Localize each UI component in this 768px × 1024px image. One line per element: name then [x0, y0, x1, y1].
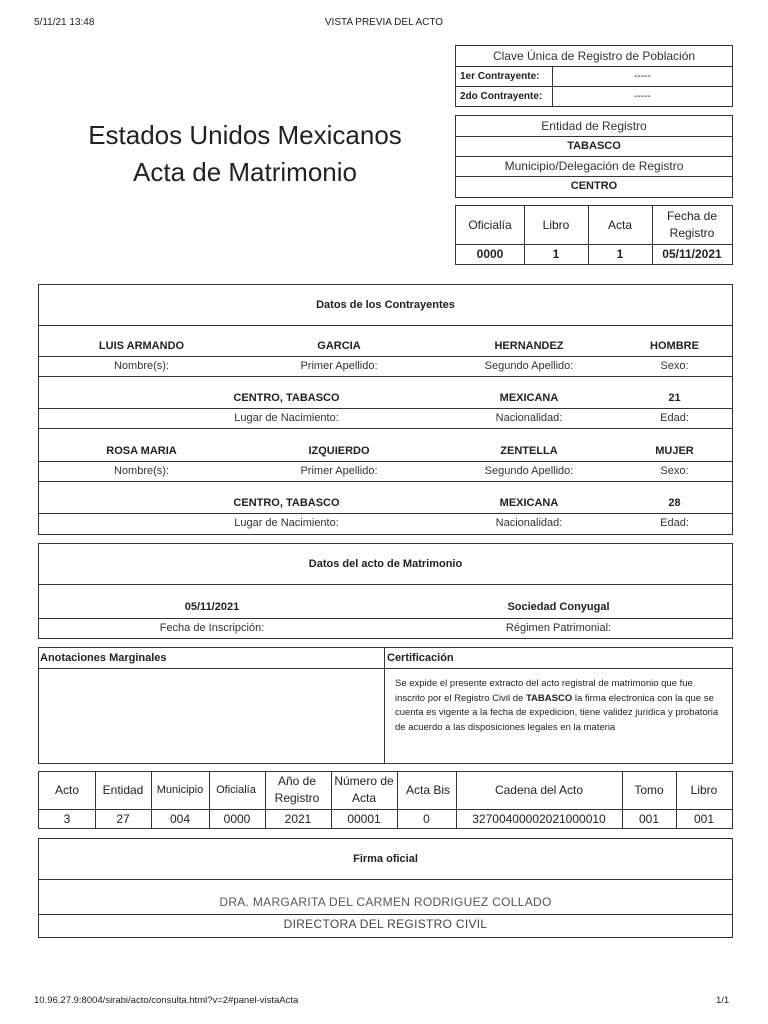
libro-tabla-header: Libro: [690, 783, 718, 797]
document-title-line2: Acta de Matrimonio: [133, 157, 357, 187]
person1-primer-apellido: GARCIA: [317, 340, 361, 352]
curp-label-2: 2do Contrayente:: [460, 91, 543, 102]
print-url: 10.96.27.9:8004/sirabi/acto/consulta.html?v=2#panel-vistaActa: [34, 995, 299, 1006]
firma-section: [38, 838, 733, 938]
person1-nombre-label: Nombre(s):: [113, 360, 169, 372]
fecha-inscripcion-value: 05/11/2021: [184, 601, 240, 613]
oficialia-tabla-value: 0000: [223, 812, 251, 826]
person2-edad: 28: [668, 497, 681, 509]
libro-tabla-value: 001: [693, 812, 715, 826]
person1-sexo-label: Sexo:: [660, 360, 689, 372]
ano-registro-value: 2021: [284, 812, 312, 826]
print-title: VISTA PREVIA DEL ACTO: [324, 17, 444, 28]
acta-bis-value: 0: [423, 812, 430, 826]
person2-primer-apellido-label: Primer Apellido:: [300, 465, 378, 477]
contrayentes-section: [38, 284, 733, 535]
person1-nacionalidad: MEXICANA: [499, 392, 559, 404]
regimen-value: Sociedad Conyugal: [507, 601, 610, 613]
person1-edad-label: Edad:: [660, 412, 689, 424]
entidad-header: Entidad: [102, 783, 144, 797]
anotaciones-certificacion-section: [38, 647, 733, 764]
firma-position: DIRECTORA DEL REGISTRO CIVIL: [283, 917, 488, 931]
person1-segundo-apellido-label: Segundo Apellido:: [484, 360, 574, 372]
firma-title: Firma oficial: [353, 853, 418, 865]
entidad-value: TABASCO: [567, 140, 621, 152]
person1-primer-apellido-label: Primer Apellido:: [300, 360, 378, 372]
print-page-number: 1/1: [716, 995, 730, 1006]
acta-bis-header: Acta Bis: [405, 783, 450, 797]
person2-edad-label: Edad:: [660, 517, 689, 529]
person1-nacionalidad-label: Nacionalidad:: [495, 412, 563, 424]
firma-name: DRA. MARGARITA DEL CARMEN RODRIGUEZ COLLADO: [219, 895, 552, 909]
person2-segundo-apellido-label: Segundo Apellido:: [484, 465, 574, 477]
person1-edad: 21: [668, 392, 681, 404]
person1-nombre: LUIS ARMANDO: [98, 340, 185, 352]
curp-title: Clave Única de Registro de Población: [492, 49, 696, 63]
entidad-tabla-value: 27: [116, 812, 130, 826]
municipio-tabla-value: 004: [169, 812, 191, 826]
person2-sexo: MUJER: [655, 445, 694, 457]
cadena-acto-header: Cadena del Acto: [494, 783, 584, 797]
acto-section: [38, 543, 733, 639]
numero-acta-header: Número de Acta: [334, 774, 394, 805]
curp-value-2: -----: [634, 91, 651, 102]
curp-box: [455, 45, 733, 107]
municipio-header: Municipio: [156, 784, 204, 796]
curp-label-1: 1er Contrayente:: [460, 71, 540, 82]
curp-value-1: -----: [634, 71, 651, 82]
tomo-header: Tomo: [634, 783, 664, 797]
document-title-line1: Estados Unidos Mexicanos: [88, 120, 402, 150]
fecha-registro-header: Fecha de Registro: [666, 209, 718, 240]
certificacion-title: Certificación: [387, 652, 454, 664]
libro-value: 1: [552, 247, 560, 261]
acta-header: Acta: [607, 218, 632, 232]
person2-segundo-apellido: ZENTELLA: [500, 445, 558, 457]
municipio-value: CENTRO: [570, 180, 618, 192]
person1-sexo: HOMBRE: [650, 340, 699, 352]
numero-acta-value: 00001: [347, 812, 381, 826]
cadena-acto-value: 32700400002021000010: [472, 812, 606, 826]
municipio-label: Municipio/Delegación de Registro: [504, 159, 684, 173]
contrayentes-title: Datos de los Contrayentes: [316, 299, 455, 311]
oficialia-value: 0000: [476, 247, 504, 261]
entidad-label: Entidad de Registro: [541, 119, 647, 133]
person2-nombre: ROSA MARIA: [106, 445, 177, 457]
person2-lugar-label: Lugar de Nacimiento:: [234, 517, 339, 529]
ano-registro-header: Año de Registro: [274, 774, 320, 805]
acto-header: Acto: [54, 783, 79, 797]
oficialia-header: Oficialía: [468, 218, 512, 232]
person2-nombre-label: Nombre(s):: [113, 465, 169, 477]
person2-nacionalidad-label: Nacionalidad:: [495, 517, 563, 529]
person2-lugar: CENTRO, TABASCO: [233, 497, 340, 509]
print-datetime: 5/11/21 13:48: [34, 17, 95, 28]
person1-lugar-label: Lugar de Nacimiento:: [234, 412, 339, 424]
oficialia-tabla-header: Oficialía: [216, 784, 256, 796]
acto-value: 3: [63, 812, 71, 826]
anotaciones-title: Anotaciones Marginales: [40, 652, 167, 664]
registro-datos-box: [455, 205, 733, 265]
certificacion-text: Se expide el presente extracto del acto registral de matrimonio que fue inscrito por el Registro Civil de TABASCO la firma electronica con la que se cuenta es vigente a la fecha de expedicion, tiene validez juridica y probatoria de acuerdo a las disposiciones legales en la materia: [395, 678, 719, 733]
libro-header: Libro: [542, 218, 570, 232]
person2-primer-apellido: IZQUIERDO: [308, 445, 370, 457]
tomo-value: 001: [638, 812, 660, 826]
fecha-inscripcion-label: Fecha de Inscripción:: [159, 622, 265, 634]
fecha-registro-value: 05/11/2021: [662, 247, 722, 261]
acta-table: [38, 771, 733, 829]
regimen-label: Régimen Patrimonial:: [505, 622, 612, 634]
person1-lugar: CENTRO, TABASCO: [233, 392, 340, 404]
person2-sexo-label: Sexo:: [660, 465, 689, 477]
certificacion-entidad: TABASCO: [525, 692, 573, 704]
acto-title: Datos del acto de Matrimonio: [308, 558, 463, 570]
person2-nacionalidad: MEXICANA: [499, 497, 559, 509]
acta-value: 1: [616, 247, 624, 261]
entidad-registro-box: [455, 115, 733, 198]
person1-segundo-apellido: HERNANDEZ: [494, 340, 564, 352]
